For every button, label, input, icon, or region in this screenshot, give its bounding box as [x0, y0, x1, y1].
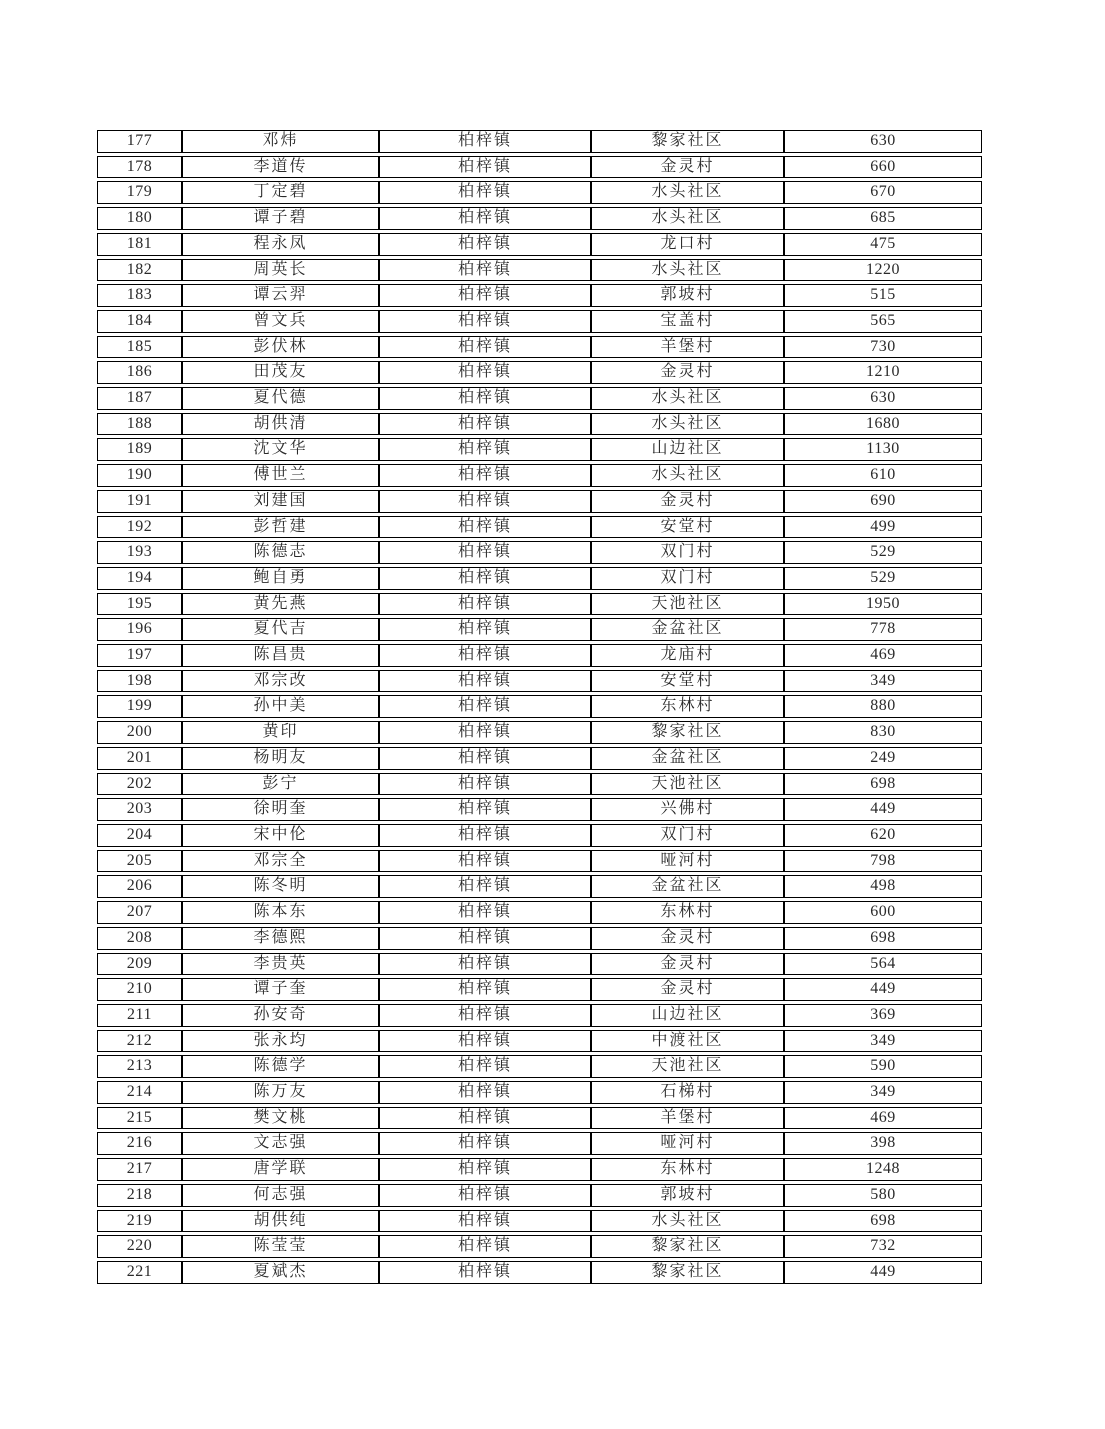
cell-amount: 498: [784, 875, 982, 898]
cell-name: 程永凤: [182, 233, 379, 256]
cell-village: 羊堡村: [591, 336, 784, 359]
cell-amount: 580: [784, 1184, 982, 1207]
cell-no: 199: [97, 695, 182, 718]
cell-town: 柏梓镇: [379, 593, 591, 616]
cell-amount: 732: [784, 1235, 982, 1258]
cell-amount: 564: [784, 953, 982, 976]
cell-name: 周英长: [182, 259, 379, 282]
cell-no: 192: [97, 516, 182, 539]
cell-village: 哑河村: [591, 1132, 784, 1155]
cell-village: 水头社区: [591, 464, 784, 487]
table-row: [97, 541, 982, 564]
cell-name: 黄印: [182, 721, 379, 744]
cell-name: 宋中伦: [182, 824, 379, 847]
cell-amount: 249: [784, 747, 982, 770]
cell-village: 宝盖村: [591, 310, 784, 333]
cell-no: 179: [97, 181, 182, 204]
table-row: [97, 567, 982, 590]
cell-amount: 630: [784, 130, 982, 153]
table-row: [97, 618, 982, 641]
cell-no: 206: [97, 875, 182, 898]
cell-village: 水头社区: [591, 259, 784, 282]
cell-name: 孙中美: [182, 695, 379, 718]
cell-amount: 830: [784, 721, 982, 744]
cell-name: 曾文兵: [182, 310, 379, 333]
cell-no: 201: [97, 747, 182, 770]
cell-no: 195: [97, 593, 182, 616]
cell-village: 黎家社区: [591, 1235, 784, 1258]
cell-name: 刘建国: [182, 490, 379, 513]
cell-town: 柏梓镇: [379, 567, 591, 590]
table-row: [97, 361, 982, 384]
cell-town: 柏梓镇: [379, 695, 591, 718]
cell-village: 金灵村: [591, 156, 784, 179]
cell-no: 200: [97, 721, 182, 744]
cell-amount: 475: [784, 233, 982, 256]
cell-name: 杨明友: [182, 747, 379, 770]
cell-name: 谭子碧: [182, 207, 379, 230]
table-row: [97, 130, 982, 153]
cell-town: 柏梓镇: [379, 438, 591, 461]
table-row: [97, 1055, 982, 1078]
cell-name: 邓宗改: [182, 670, 379, 693]
cell-name: 胡供纯: [182, 1210, 379, 1233]
table-row: [97, 1107, 982, 1130]
table-row: [97, 1210, 982, 1233]
cell-no: 197: [97, 644, 182, 667]
cell-name: 田茂友: [182, 361, 379, 384]
cell-amount: 600: [784, 901, 982, 924]
table-row: [97, 670, 982, 693]
cell-name: 陈冬明: [182, 875, 379, 898]
cell-amount: 1210: [784, 361, 982, 384]
cell-village: 金灵村: [591, 490, 784, 513]
cell-town: 柏梓镇: [379, 1184, 591, 1207]
cell-name: 胡供清: [182, 413, 379, 436]
cell-amount: 449: [784, 978, 982, 1001]
cell-amount: 398: [784, 1132, 982, 1155]
cell-town: 柏梓镇: [379, 490, 591, 513]
cell-no: 190: [97, 464, 182, 487]
cell-name: 陈德志: [182, 541, 379, 564]
cell-amount: 610: [784, 464, 982, 487]
table-row: [97, 284, 982, 307]
cell-village: 金灵村: [591, 361, 784, 384]
cell-no: 177: [97, 130, 182, 153]
cell-name: 陈昌贵: [182, 644, 379, 667]
cell-name: 丁定碧: [182, 181, 379, 204]
cell-village: 水头社区: [591, 413, 784, 436]
cell-no: 196: [97, 618, 182, 641]
cell-amount: 698: [784, 1210, 982, 1233]
cell-no: 185: [97, 336, 182, 359]
cell-town: 柏梓镇: [379, 1055, 591, 1078]
table-row: [97, 850, 982, 873]
cell-no: 183: [97, 284, 182, 307]
cell-village: 中渡社区: [591, 1030, 784, 1053]
cell-town: 柏梓镇: [379, 927, 591, 950]
cell-amount: 698: [784, 773, 982, 796]
cell-no: 213: [97, 1055, 182, 1078]
cell-name: 彭哲建: [182, 516, 379, 539]
cell-no: 209: [97, 953, 182, 976]
cell-town: 柏梓镇: [379, 618, 591, 641]
cell-town: 柏梓镇: [379, 721, 591, 744]
cell-village: 安堂村: [591, 670, 784, 693]
table-row: [97, 953, 982, 976]
cell-town: 柏梓镇: [379, 953, 591, 976]
cell-no: 191: [97, 490, 182, 513]
cell-name: 陈德学: [182, 1055, 379, 1078]
table-row: [97, 927, 982, 950]
cell-no: 187: [97, 387, 182, 410]
cell-no: 194: [97, 567, 182, 590]
cell-amount: 1680: [784, 413, 982, 436]
cell-no: 184: [97, 310, 182, 333]
cell-village: 哑河村: [591, 850, 784, 873]
cell-name: 陈莹莹: [182, 1235, 379, 1258]
cell-village: 双门村: [591, 824, 784, 847]
table-row: [97, 901, 982, 924]
cell-amount: 1950: [784, 593, 982, 616]
cell-amount: 529: [784, 541, 982, 564]
table-row: [97, 721, 982, 744]
cell-name: 樊文桃: [182, 1107, 379, 1130]
cell-name: 李道传: [182, 156, 379, 179]
cell-name: 鲍自勇: [182, 567, 379, 590]
cell-village: 东林村: [591, 901, 784, 924]
cell-no: 198: [97, 670, 182, 693]
table-row: [97, 695, 982, 718]
cell-no: 181: [97, 233, 182, 256]
cell-town: 柏梓镇: [379, 387, 591, 410]
cell-no: 202: [97, 773, 182, 796]
cell-village: 山边社区: [591, 1004, 784, 1027]
cell-town: 柏梓镇: [379, 1261, 591, 1284]
cell-amount: 670: [784, 181, 982, 204]
table-row: [97, 1158, 982, 1181]
cell-name: 孙安奇: [182, 1004, 379, 1027]
cell-no: 214: [97, 1081, 182, 1104]
table-row: [97, 1261, 982, 1284]
cell-town: 柏梓镇: [379, 824, 591, 847]
cell-no: 218: [97, 1184, 182, 1207]
cell-town: 柏梓镇: [379, 978, 591, 1001]
cell-village: 兴佛村: [591, 798, 784, 821]
table-row: [97, 207, 982, 230]
cell-name: 沈文华: [182, 438, 379, 461]
cell-no: 208: [97, 927, 182, 950]
table-row: [97, 233, 982, 256]
cell-no: 204: [97, 824, 182, 847]
cell-town: 柏梓镇: [379, 259, 591, 282]
cell-town: 柏梓镇: [379, 901, 591, 924]
cell-village: 龙口村: [591, 233, 784, 256]
cell-village: 天池社区: [591, 773, 784, 796]
cell-town: 柏梓镇: [379, 130, 591, 153]
cell-name: 唐学联: [182, 1158, 379, 1181]
cell-no: 212: [97, 1030, 182, 1053]
cell-village: 东林村: [591, 695, 784, 718]
cell-name: 徐明奎: [182, 798, 379, 821]
cell-amount: 515: [784, 284, 982, 307]
cell-no: 189: [97, 438, 182, 461]
table-row: [97, 1081, 982, 1104]
cell-amount: 499: [784, 516, 982, 539]
cell-name: 彭宁: [182, 773, 379, 796]
cell-no: 210: [97, 978, 182, 1001]
cell-amount: 469: [784, 1107, 982, 1130]
cell-village: 羊堡村: [591, 1107, 784, 1130]
table-row: [97, 413, 982, 436]
cell-amount: 1130: [784, 438, 982, 461]
cell-no: 220: [97, 1235, 182, 1258]
cell-village: 黎家社区: [591, 1261, 784, 1284]
cell-village: 安堂村: [591, 516, 784, 539]
cell-amount: 449: [784, 1261, 982, 1284]
cell-no: 221: [97, 1261, 182, 1284]
cell-amount: 369: [784, 1004, 982, 1027]
cell-village: 郭坡村: [591, 1184, 784, 1207]
cell-village: 双门村: [591, 541, 784, 564]
cell-name: 谭云羿: [182, 284, 379, 307]
table-row: [97, 336, 982, 359]
cell-village: 石梯村: [591, 1081, 784, 1104]
cell-village: 双门村: [591, 567, 784, 590]
cell-village: 水头社区: [591, 387, 784, 410]
cell-town: 柏梓镇: [379, 541, 591, 564]
cell-no: 186: [97, 361, 182, 384]
cell-amount: 798: [784, 850, 982, 873]
cell-village: 龙庙村: [591, 644, 784, 667]
cell-amount: 698: [784, 927, 982, 950]
cell-no: 193: [97, 541, 182, 564]
cell-town: 柏梓镇: [379, 156, 591, 179]
cell-name: 夏代吉: [182, 618, 379, 641]
cell-town: 柏梓镇: [379, 1081, 591, 1104]
cell-village: 天池社区: [591, 593, 784, 616]
cell-amount: 565: [784, 310, 982, 333]
cell-no: 180: [97, 207, 182, 230]
cell-village: 黎家社区: [591, 721, 784, 744]
cell-amount: 1248: [784, 1158, 982, 1181]
table-row: [97, 875, 982, 898]
cell-no: 188: [97, 413, 182, 436]
cell-amount: 685: [784, 207, 982, 230]
table-row: [97, 1030, 982, 1053]
cell-town: 柏梓镇: [379, 181, 591, 204]
table-row: [97, 978, 982, 1001]
table-row: [97, 387, 982, 410]
cell-town: 柏梓镇: [379, 1004, 591, 1027]
cell-amount: 449: [784, 798, 982, 821]
table-row: [97, 1004, 982, 1027]
cell-name: 陈万友: [182, 1081, 379, 1104]
cell-village: 金盆社区: [591, 747, 784, 770]
table-row: [97, 824, 982, 847]
cell-town: 柏梓镇: [379, 1235, 591, 1258]
cell-town: 柏梓镇: [379, 644, 591, 667]
cell-town: 柏梓镇: [379, 336, 591, 359]
cell-town: 柏梓镇: [379, 413, 591, 436]
cell-village: 山边社区: [591, 438, 784, 461]
cell-village: 金灵村: [591, 927, 784, 950]
cell-town: 柏梓镇: [379, 1132, 591, 1155]
cell-amount: 590: [784, 1055, 982, 1078]
cell-name: 彭伏林: [182, 336, 379, 359]
cell-amount: 630: [784, 387, 982, 410]
cell-town: 柏梓镇: [379, 284, 591, 307]
cell-no: 203: [97, 798, 182, 821]
cell-amount: 349: [784, 670, 982, 693]
cell-town: 柏梓镇: [379, 1030, 591, 1053]
cell-amount: 880: [784, 695, 982, 718]
cell-town: 柏梓镇: [379, 747, 591, 770]
cell-town: 柏梓镇: [379, 1210, 591, 1233]
cell-town: 柏梓镇: [379, 798, 591, 821]
cell-village: 金盆社区: [591, 618, 784, 641]
cell-name: 夏代德: [182, 387, 379, 410]
cell-name: 傅世兰: [182, 464, 379, 487]
table-row: [97, 259, 982, 282]
table-row: [97, 310, 982, 333]
cell-no: 205: [97, 850, 182, 873]
cell-name: 陈本东: [182, 901, 379, 924]
cell-amount: 660: [784, 156, 982, 179]
cell-amount: 529: [784, 567, 982, 590]
table-row: [97, 1235, 982, 1258]
cell-name: 邓炜: [182, 130, 379, 153]
cell-town: 柏梓镇: [379, 850, 591, 873]
table-row: [97, 644, 982, 667]
cell-amount: 730: [784, 336, 982, 359]
cell-amount: 620: [784, 824, 982, 847]
table-row: [97, 490, 982, 513]
cell-amount: 690: [784, 490, 982, 513]
cell-name: 谭子奎: [182, 978, 379, 1001]
cell-no: 207: [97, 901, 182, 924]
table-row: [97, 747, 982, 770]
table-row: [97, 181, 982, 204]
cell-village: 水头社区: [591, 181, 784, 204]
cell-village: 东林村: [591, 1158, 784, 1181]
table-row: [97, 773, 982, 796]
cell-village: 水头社区: [591, 1210, 784, 1233]
cell-name: 李贵英: [182, 953, 379, 976]
cell-name: 邓宗全: [182, 850, 379, 873]
cell-town: 柏梓镇: [379, 773, 591, 796]
table-row: [97, 156, 982, 179]
cell-town: 柏梓镇: [379, 516, 591, 539]
table-row: [97, 798, 982, 821]
records-table: [97, 127, 982, 1287]
cell-name: 李德熙: [182, 927, 379, 950]
table-row: [97, 464, 982, 487]
table-row: [97, 438, 982, 461]
cell-name: 文志强: [182, 1132, 379, 1155]
cell-name: 张永均: [182, 1030, 379, 1053]
cell-amount: 349: [784, 1081, 982, 1104]
cell-name: 何志强: [182, 1184, 379, 1207]
cell-village: 天池社区: [591, 1055, 784, 1078]
cell-town: 柏梓镇: [379, 464, 591, 487]
cell-village: 金灵村: [591, 953, 784, 976]
cell-amount: 1220: [784, 259, 982, 282]
cell-town: 柏梓镇: [379, 310, 591, 333]
cell-village: 郭坡村: [591, 284, 784, 307]
table-row: [97, 1184, 982, 1207]
cell-no: 211: [97, 1004, 182, 1027]
cell-amount: 469: [784, 644, 982, 667]
cell-town: 柏梓镇: [379, 233, 591, 256]
cell-name: 黄先燕: [182, 593, 379, 616]
table-row: [97, 593, 982, 616]
cell-town: 柏梓镇: [379, 1107, 591, 1130]
cell-town: 柏梓镇: [379, 875, 591, 898]
cell-village: 金盆社区: [591, 875, 784, 898]
table-body: [97, 130, 982, 1284]
cell-town: 柏梓镇: [379, 1158, 591, 1181]
cell-no: 215: [97, 1107, 182, 1130]
cell-no: 182: [97, 259, 182, 282]
cell-town: 柏梓镇: [379, 670, 591, 693]
cell-amount: 349: [784, 1030, 982, 1053]
cell-village: 黎家社区: [591, 130, 784, 153]
cell-name: 夏斌杰: [182, 1261, 379, 1284]
table-row: [97, 516, 982, 539]
cell-amount: 778: [784, 618, 982, 641]
cell-no: 219: [97, 1210, 182, 1233]
cell-town: 柏梓镇: [379, 361, 591, 384]
cell-no: 217: [97, 1158, 182, 1181]
cell-village: 金灵村: [591, 978, 784, 1001]
cell-no: 216: [97, 1132, 182, 1155]
cell-no: 178: [97, 156, 182, 179]
cell-village: 水头社区: [591, 207, 784, 230]
table-row: [97, 1132, 982, 1155]
cell-town: 柏梓镇: [379, 207, 591, 230]
